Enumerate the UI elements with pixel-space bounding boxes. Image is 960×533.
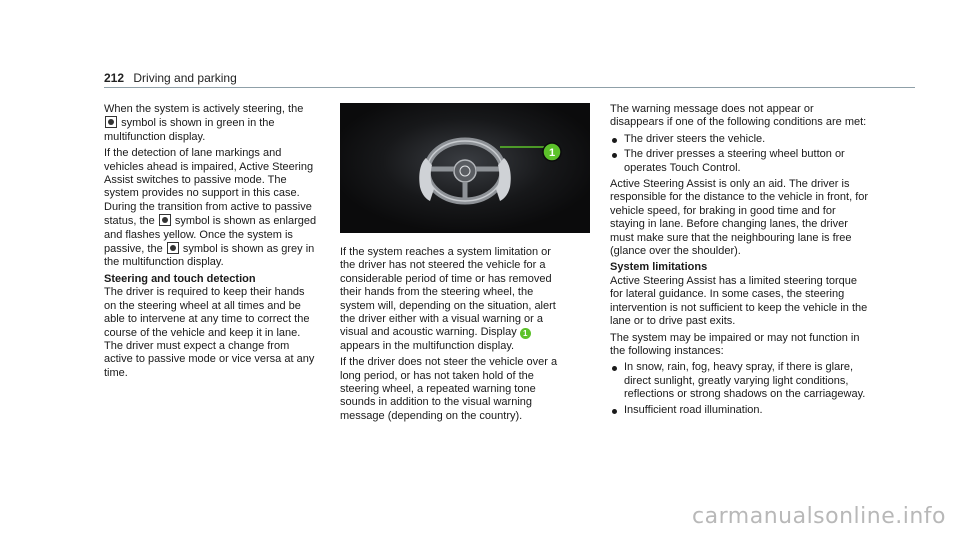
paragraph: Active Steering Assist is only an aid. The driver is responsible for the distance to the vehicle in front, for vehicle speed, for braking in good time and for staying in lane. Before changing lanes, the driver must make sure that the neighbouring lane is free (glance over the shoulder). [610, 178, 869, 258]
paragraph: The driver is required to keep their hands on the steering wheel at all times and be able to intervene at any time to correct the course of the vehicle and keep it in lane. The driver must expect a change from active to passive mode or vice versa at any time. [104, 286, 315, 379]
paragraph: Active Steering Assist has a limited steering torque for lateral guidance. In some cases, the steering intervention is not sufficient to keep the vehicle in the lane or to drive past exits. [610, 274, 868, 328]
header-rule [104, 87, 915, 88]
section-heading: System limitations [610, 261, 708, 274]
section-heading: Steering and touch detection [104, 272, 256, 285]
paragraph: The system may be impaired or may not function in the following instances: [610, 331, 860, 357]
page-number: 212 [104, 71, 125, 85]
callout-badge-inline: 1 [520, 328, 531, 339]
illustration-svg [340, 103, 590, 233]
list-item: In snow, rain, fog, heavy spray, if there is glare, direct sunlight, greatly varying light conditions, reflections or strong shadows on the carriageway. [610, 361, 870, 401]
bullet-list [610, 361, 870, 417]
steering-assist-icon [105, 116, 117, 128]
bullet-list [610, 133, 870, 175]
section-title: Driving and parking [133, 71, 237, 85]
column-left [104, 103, 319, 383]
steering-wheel-illustration [340, 103, 590, 233]
column-middle [340, 246, 568, 426]
paragraph: If the system reaches a system limitation or the driver has not steered the vehicle for a considerable period of time or has removed their hands from the steering wheel, the system will, depending on the situation, alert the driver either with a visual warning or a visual and acoustic warning. Display 1 appears in the multifunction display. [340, 246, 556, 352]
paragraph: If the detection of lane markings and vehicles ahead is impaired, Active Steering Assist switches to passive mode. The system provides no support in this case. During the transition from active to passive status, the symbol is shown as enlarged and flashes yellow. Once the system is passive, the symbol is shown as grey in the multifunction display. [104, 147, 317, 269]
paragraph: If the driver does not steer the vehicle over a long period, or has not taken hold of the steering wheel, a repeated warning tone sounds in addition to the visual warning message (depending on the country). [340, 356, 558, 422]
page-header [104, 71, 237, 85]
paragraph: The warning message does not appear or disappears if one of the following conditions are met: [610, 103, 867, 129]
column-right [610, 103, 870, 420]
callout-number: 1 [548, 147, 556, 159]
callout-badge [543, 143, 561, 161]
steering-assist-icon [167, 242, 179, 254]
steering-assist-icon [159, 214, 171, 226]
watermark: carmanualsonline.info [692, 504, 946, 529]
list-item: Insufficient road illumination. [610, 404, 870, 417]
list-item: The driver steers the vehicle. [610, 133, 870, 146]
list-item: The driver presses a steering wheel button or operates Touch Control. [610, 148, 870, 175]
paragraph: When the system is actively steering, the symbol is shown in green in the multifunction display. [104, 103, 304, 143]
